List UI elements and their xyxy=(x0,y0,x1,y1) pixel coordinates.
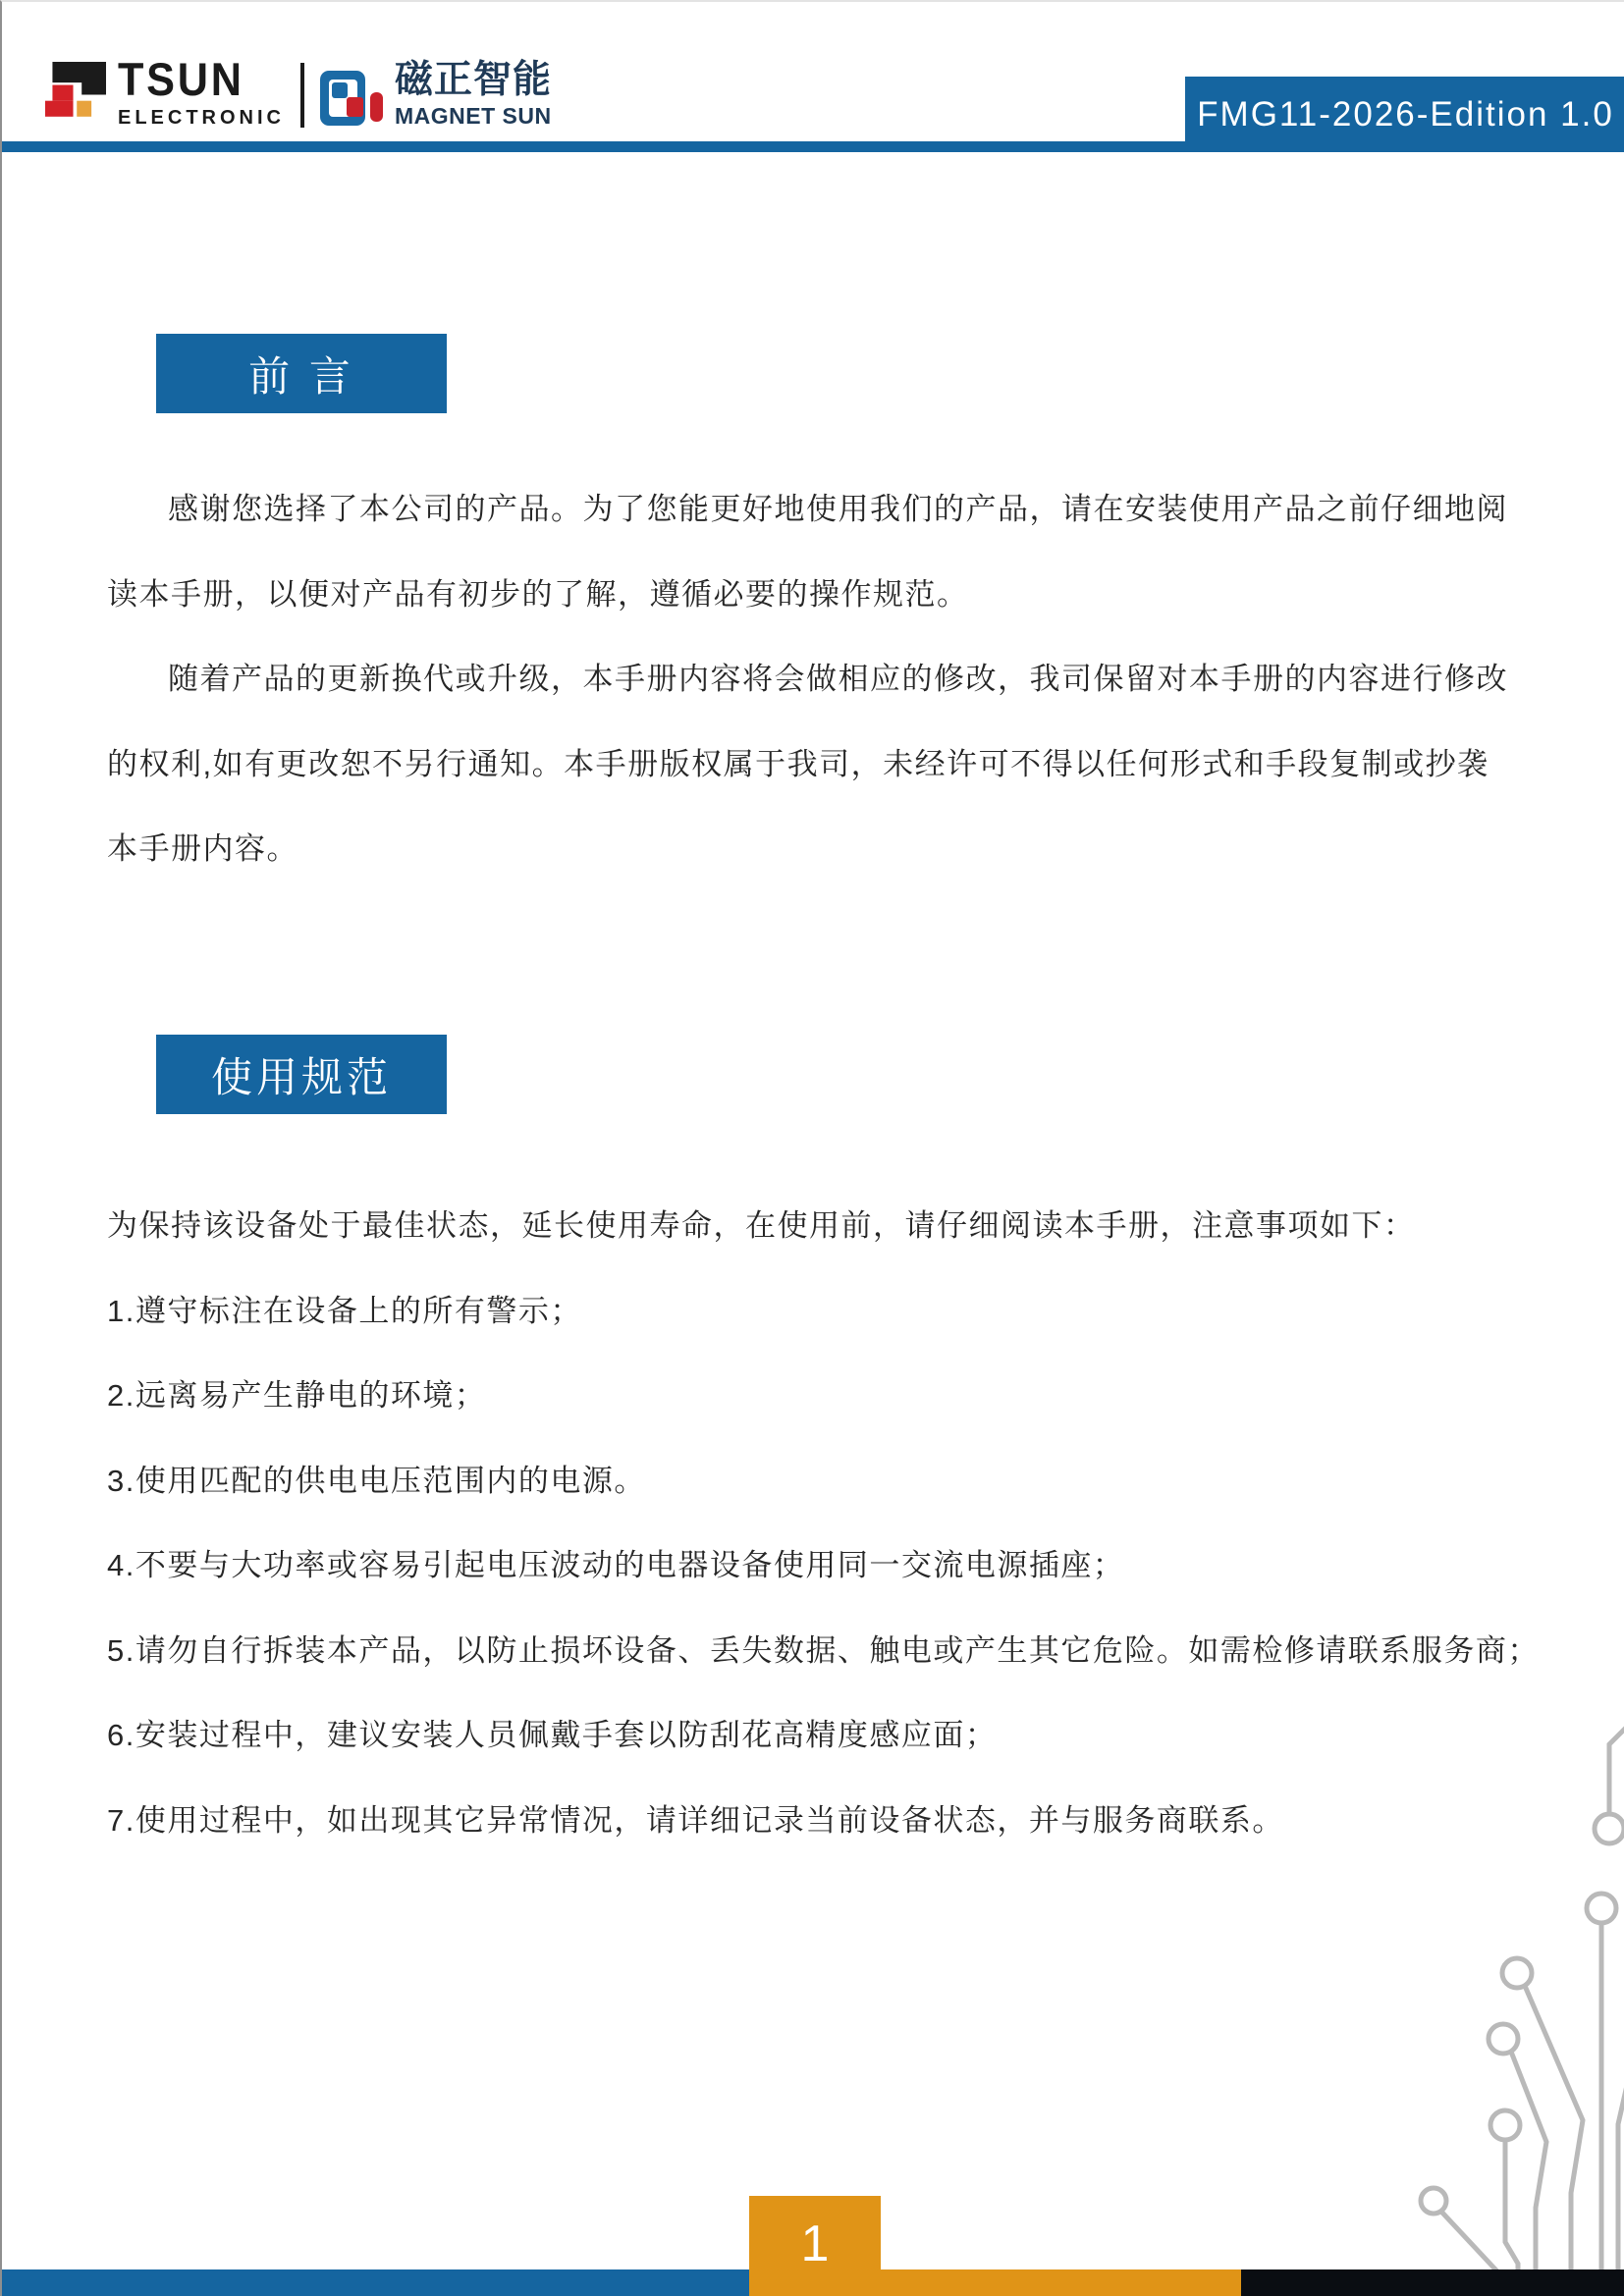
preface-line: 读本手册，以便对产品有初步的了解，遵循必要的操作规范。 xyxy=(107,576,969,612)
usage-item: 1.遵守标注在设备上的所有警示； xyxy=(107,1293,582,1328)
usage-item: 5.请勿自行拆装本产品，以防止损坏设备、丢失数据、触电或产生其它危险。如需检修请联系服务商； xyxy=(107,1632,1540,1668)
usage-item: 4.不要与大功率或容易引起电压波动的电器设备使用同一交流电源插座； xyxy=(107,1548,1125,1582)
usage-text xyxy=(107,1184,1540,1863)
usage-intro: 为保持该设备处于最佳状态，延长使用寿命，在使用前，请仔细阅读本手册，注意事项如下： xyxy=(107,1208,1416,1243)
edition-label: FMG11-2026-Edition 1.0 xyxy=(1185,77,1624,152)
usage-item: 2.远离易产生静电的环境； xyxy=(107,1378,487,1413)
tsun-logo-icon xyxy=(45,55,106,130)
usage-item: 3.使用匹配的供电电压范围内的电源。 xyxy=(107,1463,646,1498)
preface-line: 的权利,如有更改恕不另行通知。本手册版权属于我司，未经许可不得以任何形式和手段复制或抄袭 xyxy=(107,746,1489,781)
tsun-subtitle: ELECTRONIC xyxy=(118,107,285,129)
usage-item: 6.安装过程中，建议安装人员佩戴手套以防刮花高精度感应面； xyxy=(107,1718,998,1752)
brand-header xyxy=(45,51,552,130)
tsun-name: TSUN xyxy=(118,53,244,106)
magnetsun-name: 磁正智能 xyxy=(395,59,553,101)
footer-bar-blue xyxy=(2,2269,749,2296)
magnetsun-logo-icon xyxy=(320,67,385,130)
tsun-wordmark xyxy=(118,53,285,130)
preface-title: 前 言 xyxy=(156,334,447,413)
preface-text xyxy=(107,467,1529,892)
footer-bar-orange xyxy=(881,2269,1241,2296)
brand-divider xyxy=(300,63,304,128)
preface-line: 本手册内容。 xyxy=(107,831,298,866)
header-rule xyxy=(2,141,1624,152)
preface-line: 感谢您选择了本公司的产品。为了您能更好地使用我们的产品，请在安装使用产品之前仔细地阅 xyxy=(168,492,1508,526)
circuit-decoration-graphic xyxy=(1416,1705,1624,2271)
preface-line: 随着产品的更新换代或升级，本手册内容将会做相应的修改，我司保留对本手册的内容进行修改 xyxy=(168,662,1508,696)
usage-item: 7.使用过程中，如出现其它异常情况，请详细记录当前设备状态，并与服务商联系。 xyxy=(107,1802,1284,1838)
usage-title: 使用规范 xyxy=(156,1035,447,1114)
footer-bar-dark xyxy=(1241,2269,1624,2296)
magnetsun-wordmark xyxy=(395,61,552,130)
page-number: 1 xyxy=(749,2196,881,2296)
magnetsun-subtitle: MAGNET SUN xyxy=(395,103,552,129)
